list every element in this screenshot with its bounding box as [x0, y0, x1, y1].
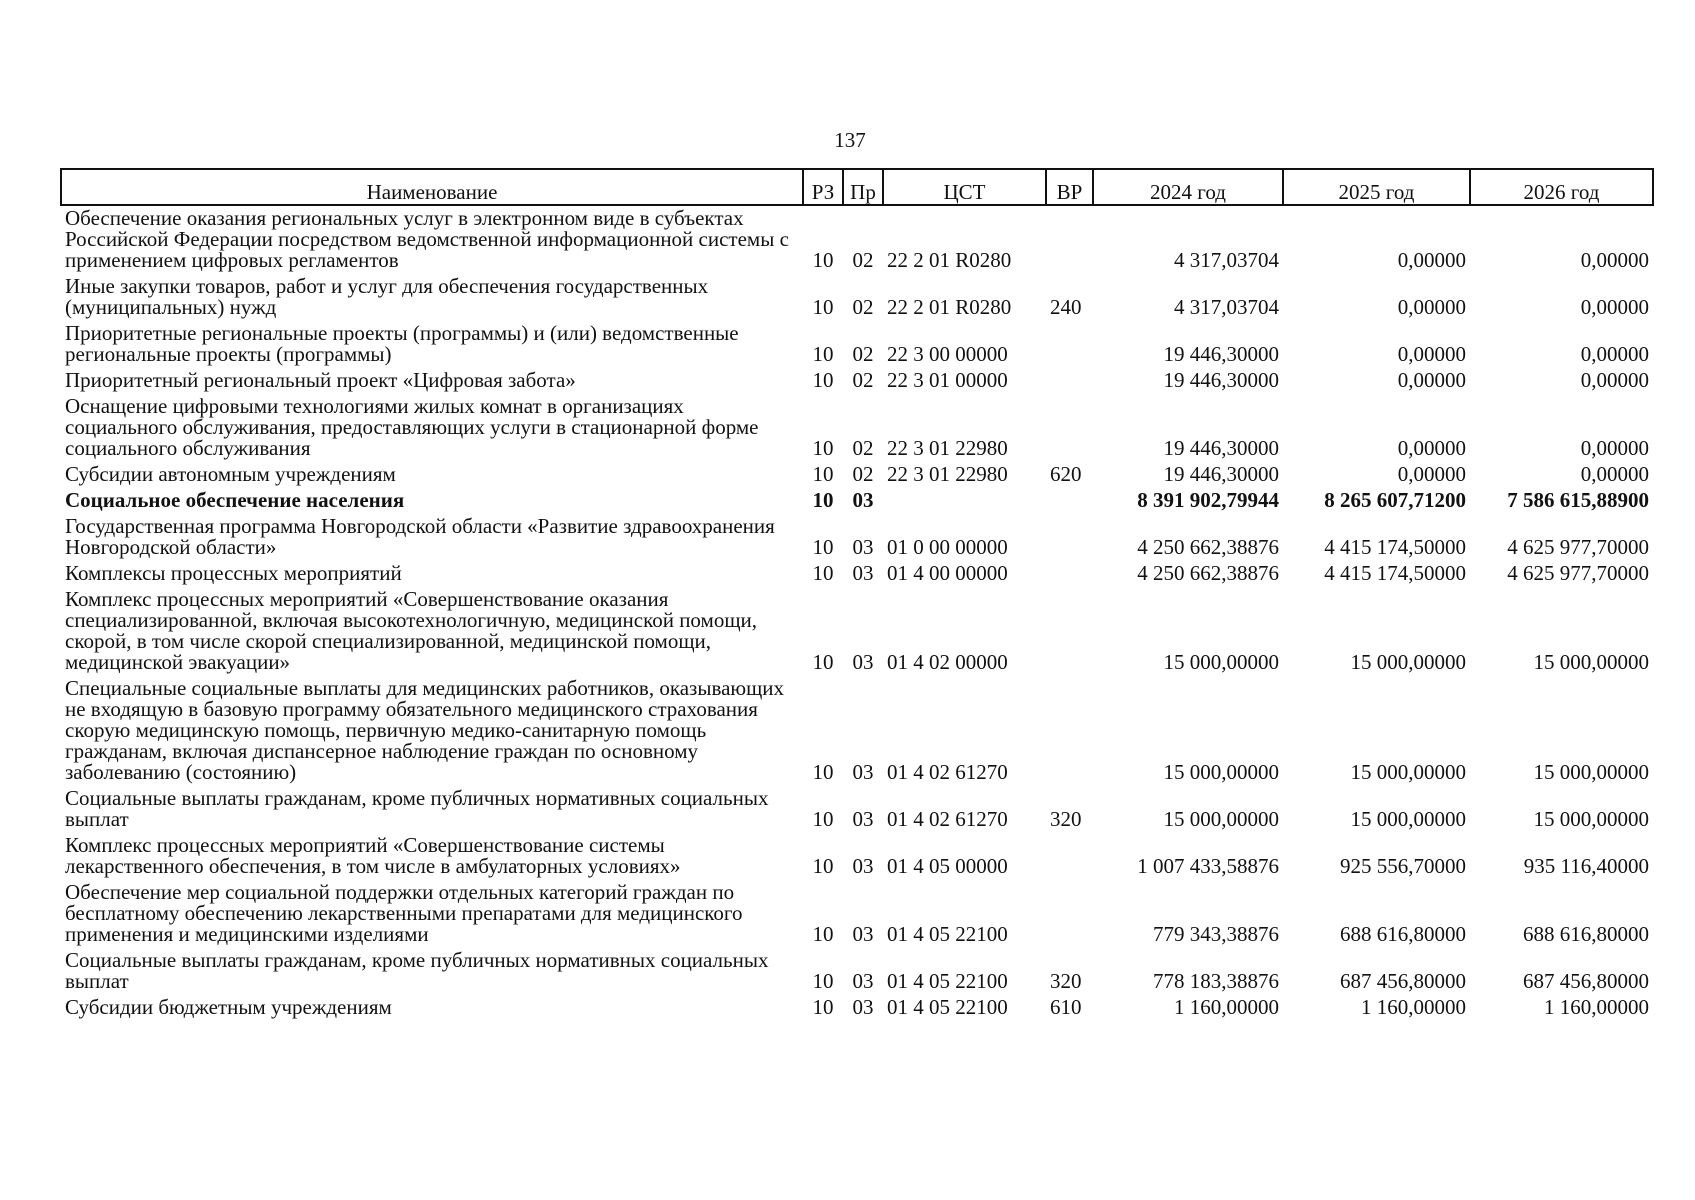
cell-rz: 10: [812, 342, 834, 366]
cell-2026: 7 586 615,88900: [1507, 488, 1649, 512]
cell-2025: 0,00000: [1397, 462, 1466, 486]
cell-2026: 4 625 977,70000: [1507, 561, 1649, 585]
cell-pr: 03: [852, 807, 874, 831]
table-row: [61, 321, 1653, 368]
header-pr: Пр: [843, 169, 883, 205]
cell-cst: 22 3 01 22980: [887, 436, 1008, 460]
cell-cst: 01 4 00 00000: [887, 561, 1008, 585]
table-row: [61, 488, 1653, 514]
cell-cst: 01 4 02 61270: [887, 807, 1008, 831]
cell-rz: 10: [812, 488, 834, 512]
cell-name: Обеспечение оказания региональных услуг в электронном виде в субъектах Российской Федерации посредством ведомственной информационной системы с применением цифровых регламентов: [65, 206, 789, 272]
cell-cst: 22 2 01 R0280: [887, 248, 1012, 272]
cell-rz: 10: [812, 922, 834, 946]
cell-name: Субсидии бюджетным учреждениям: [65, 995, 392, 1019]
cell-cst: 01 4 05 22100: [887, 995, 1008, 1019]
header-2025: 2025 год: [1283, 169, 1470, 205]
cell-rz: 10: [812, 561, 834, 585]
cell-name: Специальные социальные выплаты для медицинских работников, оказывающих не входящую в базовую программу обязательного медицинского страхования скорую медицинскую помощь, первичную медико-санитарную помощь гражданам, включая диспансерное наблюдение граждан по основному заболеванию (состоянию): [65, 676, 785, 784]
cell-name: Приоритетный региональный проект «Цифровая забота»: [65, 368, 576, 392]
cell-rz: 10: [812, 368, 834, 392]
table-header-row: [61, 169, 1653, 205]
cell-rz: 10: [812, 760, 834, 784]
cell-pr: 02: [852, 436, 874, 460]
header-cst: ЦСТ: [883, 169, 1046, 205]
cell-vr: [1046, 368, 1093, 394]
cell-2025: 925 556,70000: [1340, 854, 1466, 878]
cell-2025: 688 616,80000: [1340, 922, 1466, 946]
cell-2025: 0,00000: [1397, 436, 1466, 460]
cell-2026: 0,00000: [1580, 436, 1649, 460]
cell-rz: 10: [812, 969, 834, 993]
cell-pr: 03: [852, 854, 874, 878]
cell-2026: 4 625 977,70000: [1507, 535, 1649, 559]
cell-name: Комплекс процессных мероприятий «Совершенствование оказания специализированной, включая высокотехнологичную, медицинской помощи, скорой, в том числе скорой специализированной, медицинской помощи, медицинской эвакуации»: [65, 587, 757, 674]
cell-pr: 03: [852, 969, 874, 993]
cell-2024: 4 250 662,38876: [1137, 535, 1279, 559]
cell-pr: 03: [852, 995, 874, 1019]
cell-pr: 03: [852, 561, 874, 585]
cell-vr: [1046, 488, 1093, 514]
cell-rz: 10: [812, 295, 834, 319]
cell-2026: 0,00000: [1580, 295, 1649, 319]
table-row: [61, 274, 1653, 321]
cell-2026: 688 616,80000: [1523, 922, 1649, 946]
budget-table: [60, 168, 1654, 1021]
header-rz: РЗ: [803, 169, 843, 205]
header-name: Наименование: [61, 169, 803, 205]
table-row: [61, 676, 1653, 786]
header-2024: 2024 год: [1093, 169, 1283, 205]
table-row: [61, 462, 1653, 488]
cell-2024: 19 446,30000: [1163, 462, 1279, 486]
cell-vr: [1046, 514, 1093, 561]
cell-2024: 1 007 433,58876: [1137, 854, 1279, 878]
cell-2026: 0,00000: [1580, 342, 1649, 366]
cell-cst: 01 4 02 00000: [887, 650, 1008, 674]
cell-pr: 02: [852, 248, 874, 272]
cell-2025: 15 000,00000: [1350, 807, 1466, 831]
table-row: [61, 995, 1653, 1021]
cell-pr: 03: [852, 650, 874, 674]
header-vr: ВР: [1046, 169, 1093, 205]
cell-vr: [1046, 394, 1093, 462]
cell-2025: 4 415 174,50000: [1324, 535, 1466, 559]
table-row: [61, 880, 1653, 948]
table-row: [61, 205, 1653, 274]
cell-2026: 0,00000: [1580, 368, 1649, 392]
cell-cst: 01 0 00 00000: [887, 535, 1008, 559]
cell-2025: 0,00000: [1397, 342, 1466, 366]
table-row: [61, 587, 1653, 676]
cell-2024: 779 343,38876: [1153, 922, 1279, 946]
cell-2025: 1 160,00000: [1361, 995, 1466, 1019]
cell-rz: 10: [812, 248, 834, 272]
cell-2025: 8 265 607,71200: [1324, 488, 1466, 512]
cell-2026: 15 000,00000: [1533, 650, 1649, 674]
cell-2026: 15 000,00000: [1533, 807, 1649, 831]
cell-pr: 03: [852, 488, 874, 512]
table-row: [61, 833, 1653, 880]
cell-rz: 10: [812, 995, 834, 1019]
cell-cst: 22 3 01 22980: [887, 462, 1008, 486]
cell-cst: 22 3 00 00000: [887, 342, 1008, 366]
table-row: [61, 394, 1653, 462]
cell-name: Субсидии автономным учреждениям: [65, 462, 396, 486]
cell-2024: 15 000,00000: [1163, 807, 1279, 831]
table-row: [61, 514, 1653, 561]
cell-name: Социальные выплаты гражданам, кроме публичных нормативных социальных выплат: [65, 786, 769, 831]
cell-2026: 15 000,00000: [1533, 760, 1649, 784]
cell-pr: 02: [852, 342, 874, 366]
cell-2024: 19 446,30000: [1163, 342, 1279, 366]
cell-name: Социальное обеспечение населения: [65, 488, 405, 512]
cell-2024: 8 391 902,79944: [1137, 488, 1279, 512]
cell-rz: 10: [812, 535, 834, 559]
cell-2025: 15 000,00000: [1350, 650, 1466, 674]
cell-vr: [1046, 833, 1093, 880]
cell-2026: 687 456,80000: [1523, 969, 1649, 993]
cell-2024: 19 446,30000: [1163, 368, 1279, 392]
cell-cst: 22 2 01 R0280: [887, 295, 1012, 319]
cell-vr: [1046, 561, 1093, 587]
cell-vr: [1046, 676, 1093, 786]
cell-rz: 10: [812, 650, 834, 674]
header-2026: 2026 год: [1470, 169, 1653, 205]
cell-vr: 320: [1050, 807, 1082, 831]
cell-2025: 0,00000: [1397, 248, 1466, 272]
cell-pr: 03: [852, 922, 874, 946]
cell-2024: 1 160,00000: [1174, 995, 1279, 1019]
cell-vr: 240: [1050, 295, 1082, 319]
cell-cst: 01 4 05 22100: [887, 969, 1008, 993]
cell-2026: 0,00000: [1580, 248, 1649, 272]
cell-2026: 1 160,00000: [1544, 995, 1649, 1019]
cell-2025: 4 415 174,50000: [1324, 561, 1466, 585]
cell-rz: 10: [812, 462, 834, 486]
cell-cst: 01 4 02 61270: [887, 760, 1008, 784]
cell-name: Комплекс процессных мероприятий «Совершенствование системы лекарственного обеспечения, в том числе в амбулаторных условиях»: [65, 833, 681, 878]
cell-2024: 4 250 662,38876: [1137, 561, 1279, 585]
cell-vr: 620: [1050, 462, 1082, 486]
cell-rz: 10: [812, 807, 834, 831]
table-body: [61, 205, 1653, 1021]
cell-rz: 10: [812, 436, 834, 460]
cell-name: Государственная программа Новгородской области «Развитие здравоохранения Новгородской области»: [65, 514, 775, 559]
cell-2026: 935 116,40000: [1523, 854, 1649, 878]
cell-rz: 10: [812, 854, 834, 878]
cell-cst: 01 4 05 22100: [887, 922, 1008, 946]
cell-vr: [1046, 321, 1093, 368]
cell-2024: 19 446,30000: [1163, 436, 1279, 460]
cell-pr: 02: [852, 368, 874, 392]
cell-2025: 687 456,80000: [1340, 969, 1466, 993]
cell-name: Иные закупки товаров, работ и услуг для обеспечения государственных (муниципальных) нужд: [65, 274, 709, 319]
cell-2025: 0,00000: [1397, 368, 1466, 392]
cell-name: Комплексы процессных мероприятий: [65, 561, 402, 585]
cell-name: Обеспечение мер социальной поддержки отдельных категорий граждан по бесплатному обеспечению лекарственными препаратами для медицинского применения и медицинскими изделиями: [65, 880, 743, 946]
cell-cst: [883, 488, 1046, 514]
cell-2024: 15 000,00000: [1163, 760, 1279, 784]
cell-2024: 15 000,00000: [1163, 650, 1279, 674]
cell-name: Социальные выплаты гражданам, кроме публичных нормативных социальных выплат: [65, 948, 769, 993]
table-row: [61, 948, 1653, 995]
cell-2025: 0,00000: [1397, 295, 1466, 319]
cell-2024: 778 183,38876: [1153, 969, 1279, 993]
table-row: [61, 786, 1653, 833]
cell-cst: 01 4 05 00000: [887, 854, 1008, 878]
cell-vr: [1046, 880, 1093, 948]
cell-vr: [1046, 587, 1093, 676]
cell-vr: 320: [1050, 969, 1082, 993]
table-row: [61, 368, 1653, 394]
cell-2026: 0,00000: [1580, 462, 1649, 486]
cell-pr: 02: [852, 462, 874, 486]
cell-2024: 4 317,03704: [1174, 248, 1279, 272]
table-row: [61, 561, 1653, 587]
cell-pr: 02: [852, 295, 874, 319]
cell-2025: 15 000,00000: [1350, 760, 1466, 784]
cell-2024: 4 317,03704: [1174, 295, 1279, 319]
cell-cst: 22 3 01 00000: [887, 368, 1008, 392]
page-number: 137: [834, 128, 866, 152]
cell-pr: 03: [852, 760, 874, 784]
cell-name: Оснащение цифровыми технологиями жилых комнат в организациях социального обслуживания, предоставляющих услуги в стационарной форме социального обслуживания: [65, 394, 759, 460]
cell-vr: [1046, 205, 1093, 274]
cell-name: Приоритетные региональные проекты (программы) и (или) ведомственные региональные проекты (программы): [65, 321, 739, 366]
cell-vr: 610: [1050, 995, 1082, 1019]
cell-pr: 03: [852, 535, 874, 559]
